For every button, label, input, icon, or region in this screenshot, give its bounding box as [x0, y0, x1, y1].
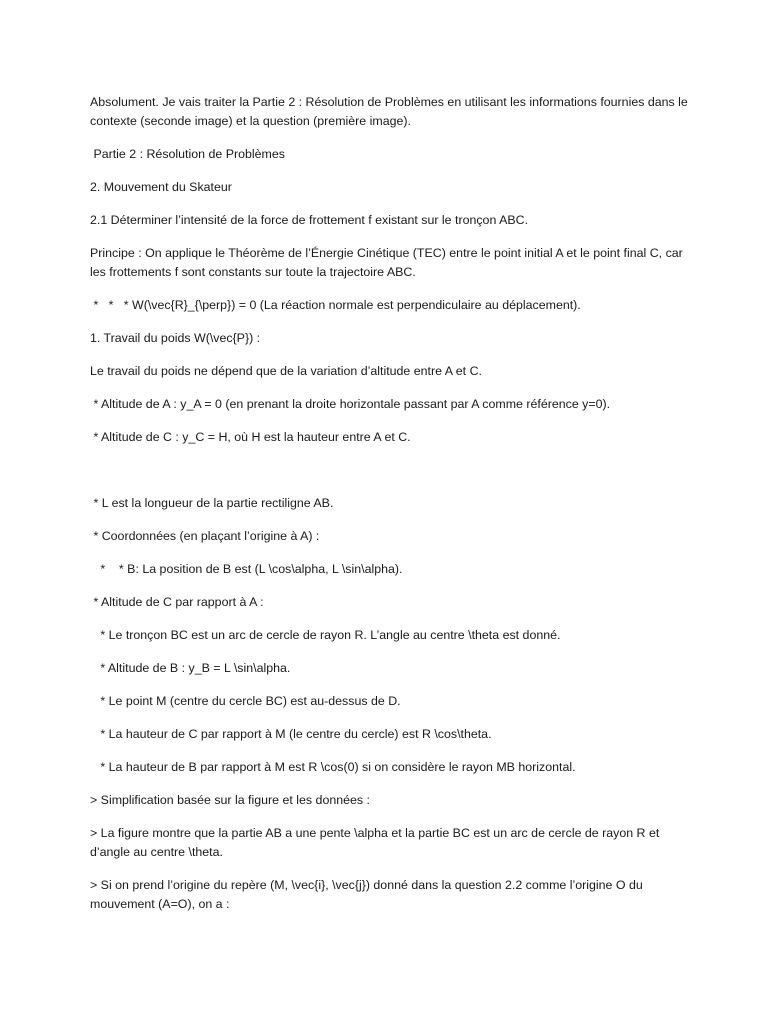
- weight-work-heading: 1. Travail du poids W(\vec{P}) :: [90, 331, 261, 345]
- question-heading: 2.1 Déterminer l’intensité de la force de frottement f existant sur le tronçon ABC.: [90, 213, 529, 227]
- principle-paragraph: Principe : On applique le Théorème de l’Énergie Cinétique (TEC) entre le point initial A et le point final C, car les frottements f sont constants sur toute la trajectoire ABC.: [90, 246, 687, 279]
- part-heading: Partie 2 : Résolution de Problèmes: [90, 147, 285, 161]
- document-page: [90, 93, 690, 928]
- bullet-point-m: * Le point M (centre du cercle BC) est au-dessus de D.: [90, 694, 401, 708]
- intro-paragraph: Absolument. Je vais traiter la Partie 2 : Résolution de Problèmes en utilisant les informations fournies dans le contexte (seconde image) et la question (première image).: [90, 95, 692, 128]
- bullet-arc-bc: * Le tronçon BC est un arc de cercle de rayon R. L’angle au centre \theta est donné.: [90, 628, 561, 642]
- section-heading: 2. Mouvement du Skateur: [90, 180, 232, 194]
- bullet-altitude-c: * Altitude de C : y_C = H, où H est la hauteur entre A et C.: [90, 430, 411, 444]
- weight-work-paragraph: Le travail du poids ne dépend que de la variation d’altitude entre A et C.: [90, 364, 482, 378]
- bullet-height-c: * La hauteur de C par rapport à M (le centre du cercle) est R \cos\theta.: [90, 727, 492, 741]
- bullet-height-b: * La hauteur de B par rapport à M est R \cos(0) si on considère le rayon MB horizontal.: [90, 760, 576, 774]
- bullet-altitude-b: * Altitude de B : y_B = L \sin\alpha.: [90, 661, 291, 675]
- bullet-length-ab: * L est la longueur de la partie rectiligne AB.: [90, 496, 334, 510]
- bullet-altitude-a: * Altitude de A : y_A = 0 (en prenant la droite horizontale passant par A comme référence y=0).: [90, 397, 611, 411]
- blank-gap: [90, 461, 690, 494]
- figure-description: > La figure montre que la partie AB a une pente \alpha et la partie BC est un arc de cercle de rayon R et d’angle au centre \theta.: [90, 826, 663, 859]
- bullet-position-b: * * B: La position de B est (L \cos\alpha, L \sin\alpha).: [90, 562, 403, 576]
- origin-paragraph: > Si on prend l’origine du repère (M, \vec{i}, \vec{j}) donné dans la question 2.2 comme l’origine O du mouvement (A=O), on a :: [90, 878, 647, 911]
- bullet-coordinates: * Coordonnées (en plaçant l’origine à A) :: [90, 529, 320, 543]
- bullet-altitude-c-relative: * Altitude de C par rapport à A :: [90, 595, 264, 609]
- simplification-heading: > Simplification basée sur la figure et les données :: [90, 793, 370, 807]
- bullet-normal-reaction: * * * W(\vec{R}_{\perp}) = 0 (La réaction normale est perpendiculaire au déplacement).: [90, 298, 581, 312]
